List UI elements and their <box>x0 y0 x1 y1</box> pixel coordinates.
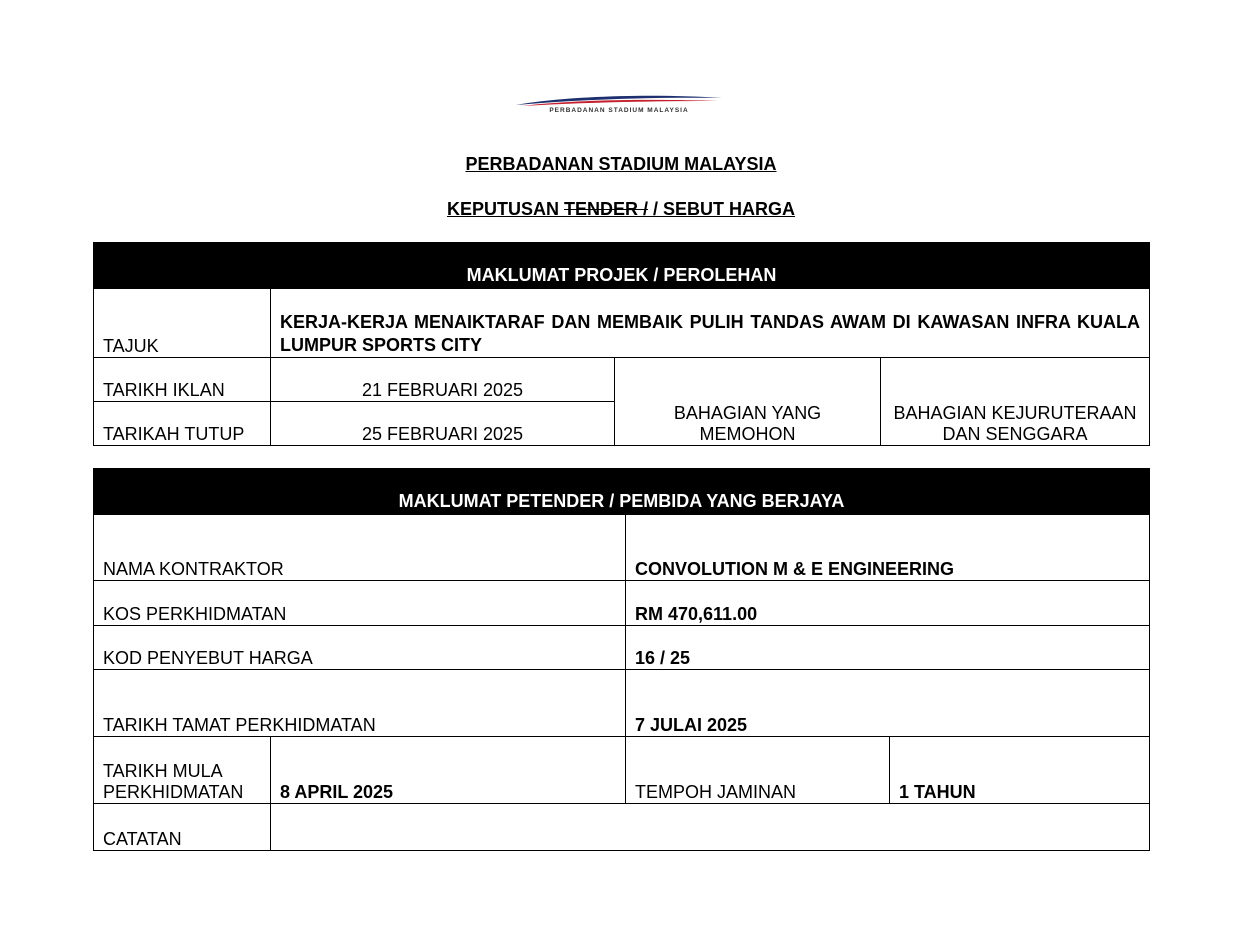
winner-info-header: MAKLUMAT PETENDER / PEMBIDA YANG BERJAYA <box>94 469 1150 515</box>
warranty-label: TEMPOH JAMINAN <box>626 737 890 804</box>
project-info-header: MAKLUMAT PROJEK / PEROLEHAN <box>94 243 1150 289</box>
code-value: 16 / 25 <box>626 626 1150 670</box>
ad-date-value: 21 FEBRUARI 2025 <box>271 358 615 402</box>
start-date-value: 8 APRIL 2025 <box>271 737 626 804</box>
end-date-label: TARIKH TAMAT PERKHIDMATAN <box>94 670 626 737</box>
decision-title <box>0 199 1242 220</box>
decision-prefix: KEPUTUSAN <box>446 199 564 219</box>
close-date-label: TARIKAH TUTUP <box>94 402 271 446</box>
contractor-value: CONVOLUTION M & E ENGINEERING <box>626 515 1150 581</box>
end-date-value: 7 JULAI 2025 <box>626 670 1150 737</box>
contractor-label: NAMA KONTRAKTOR <box>94 515 626 581</box>
warranty-value: 1 TAHUN <box>890 737 1150 804</box>
winner-info-table <box>93 468 1150 851</box>
notes-label: CATATAN <box>94 804 271 851</box>
org-title: PERBADANAN STADIUM MALAYSIA <box>465 154 777 174</box>
ad-date-label: TARIKH IKLAN <box>94 358 271 402</box>
logo-text: PERBADANAN STADIUM MALAYSIA <box>549 107 689 114</box>
start-date-label: TARIKH MULA PERKHIDMATAN <box>94 737 271 804</box>
title-value: KERJA-KERJA MENAIKTARAF DAN MEMBAIK PULIH TANDAS AWAM DI KAWASAN INFRA KUALA LUMPUR SPORTS CITY <box>271 289 1150 358</box>
psm-logo <box>512 94 726 120</box>
code-label: KOD PENYEBUT HARGA <box>94 626 626 670</box>
decision-suffix: / SEBUT HARGA <box>648 199 796 219</box>
dept-value: BAHAGIAN KEJURUTERAAN DAN SENGGARA <box>881 358 1150 446</box>
close-date-value: 25 FEBRUARI 2025 <box>271 402 615 446</box>
title-label: TAJUK <box>94 289 271 358</box>
dept-label: BAHAGIAN YANG MEMOHON <box>615 358 881 446</box>
notes-value <box>271 804 1150 851</box>
logo-swoosh-icon <box>512 94 726 108</box>
decision-struck: TENDER / <box>563 199 648 219</box>
project-info-table <box>93 242 1150 446</box>
cost-label: KOS PERKHIDMATAN <box>94 581 626 626</box>
cost-value: RM 470,611.00 <box>626 581 1150 626</box>
